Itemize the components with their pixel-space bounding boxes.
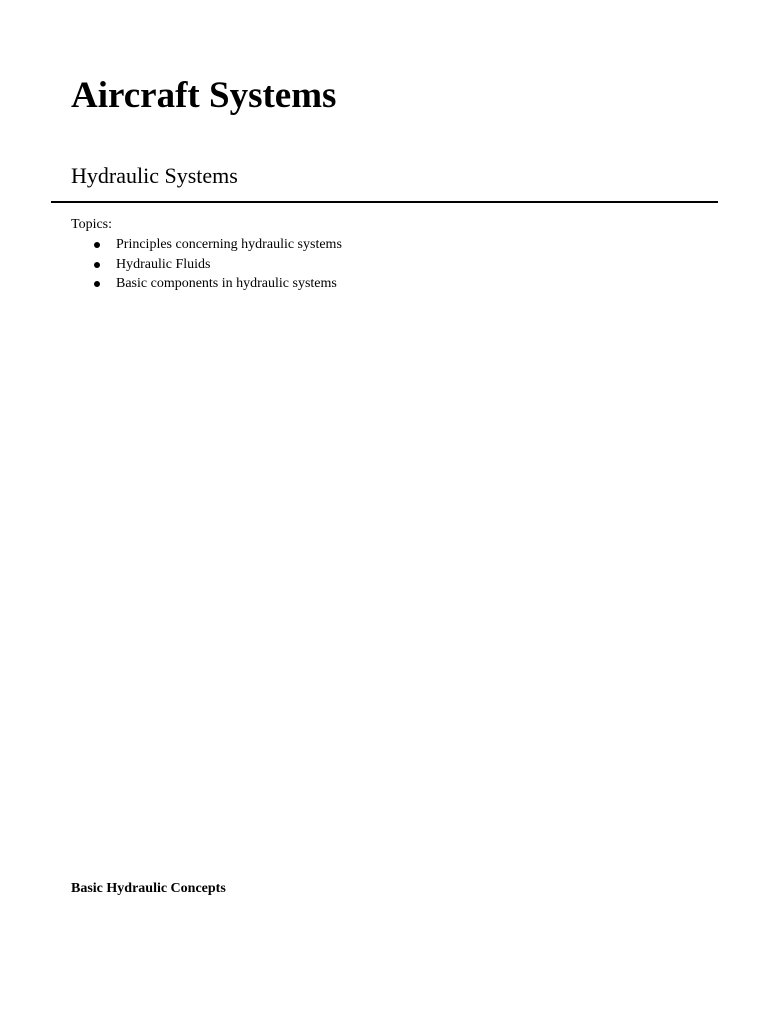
bullet-icon: [94, 281, 100, 287]
topics-label: Topics:: [71, 217, 113, 232]
horizontal-rule: [51, 201, 718, 203]
bullet-icon: [94, 242, 100, 248]
document-title: Aircraft Systems: [71, 75, 337, 116]
document-subtitle: Hydraulic Systems: [71, 163, 238, 188]
list-item-text: Basic components in hydraulic systems: [116, 276, 337, 291]
list-item-text: Principles concerning hydraulic systems: [116, 237, 342, 252]
bullet-icon: [94, 262, 100, 268]
section-heading: Basic Hydraulic Concepts: [71, 881, 226, 896]
list-item-text: Hydraulic Fluids: [116, 256, 211, 272]
